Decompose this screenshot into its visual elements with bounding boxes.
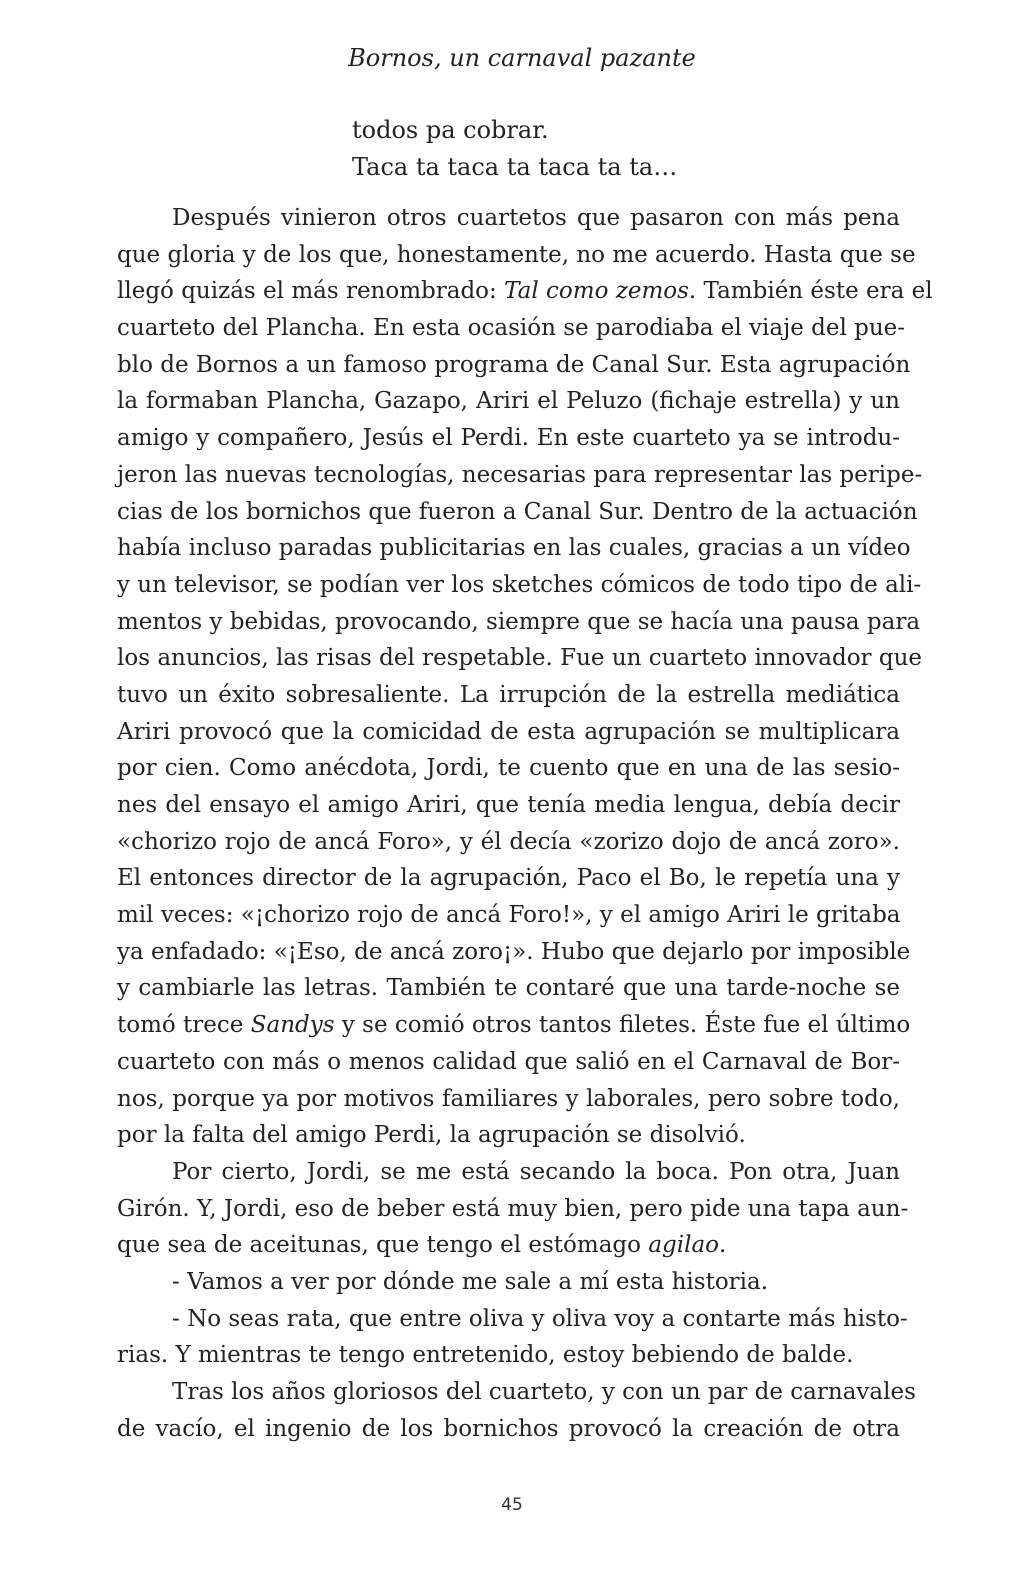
- text-line: Por cierto, Jordi, se me está secando la boca. Pon otra, Juan: [172, 1158, 900, 1185]
- text-line: y un televisor, se podían ver los sketches cómicos de todo tipo de ali-: [117, 571, 922, 598]
- verse-excerpt: [352, 112, 677, 186]
- text-line: tomó trece Sandys y se comió otros tantos filetes. Éste fue el último: [117, 1012, 911, 1039]
- running-header: Bornos, un carnaval pazante: [348, 44, 696, 72]
- text-line: Ariri provocó que la comicidad de esta agrupación se multiplicara: [117, 718, 900, 745]
- text-line: por cien. Como anécdota, Jordi, te cuento que en una de las sesio-: [117, 755, 900, 782]
- text-line: la formaban Plancha, Gazapo, Ariri el Peluzo (fichaje estrella) y un: [117, 388, 900, 415]
- text-line: amigo y compañero, Jesús el Perdi. En este cuarteto ya se introdu-: [117, 425, 900, 452]
- text-line: que gloria y de los que, honestamente, no me acuerdo. Hasta que se: [117, 241, 916, 268]
- text-line: cuarteto del Plancha. En esta ocasión se parodiaba el viaje del pue-: [117, 315, 906, 342]
- text-line: El entonces director de la agrupación, Paco el Bo, le repetía una y: [117, 865, 900, 892]
- page-number: 45: [501, 1495, 523, 1515]
- text-line: que sea de aceitunas, que tengo el estómago agilao.: [117, 1232, 727, 1259]
- text-line: cias de los bornichos que fueron a Canal Sur. Dentro de la actuación: [117, 498, 918, 525]
- text-line: por la falta del amigo Perdi, la agrupación se disolvió.: [117, 1122, 746, 1149]
- text-line: Girón. Y, Jordi, eso de beber está muy bien, pero pide una tapa aun-: [117, 1195, 909, 1222]
- text-line: blo de Bornos a un famoso programa de Canal Sur. Esta agrupación: [117, 351, 911, 378]
- text-line: - No seas rata, que entre oliva y oliva voy a contarte más histo-: [172, 1305, 908, 1332]
- text-line: nes del ensayo el amigo Ariri, que tenía media lengua, debía decir: [117, 792, 900, 818]
- verse-line: Taca ta taca ta taca ta ta…: [352, 153, 678, 181]
- verse-line: todos pa cobrar.: [352, 116, 549, 144]
- text-line: llegó quizás el más renombrado: Tal como zemos. También éste era el: [117, 278, 933, 305]
- text-line: jeron las nuevas tecnologías, necesarias para representar las peripe-: [117, 461, 923, 488]
- text-line: cuarteto con más o menos calidad que salió en el Carnaval de Bor-: [117, 1048, 900, 1075]
- text-line: rias. Y mientras te tengo entretenido, estoy bebiendo de balde.: [117, 1342, 854, 1369]
- body-text: [117, 200, 933, 1447]
- text-line: los anuncios, las risas del respetable. Fue un cuarteto innovador que: [117, 645, 922, 672]
- text-line: mil veces: «¡chorizo rojo de ancá Foro!», y el amigo Ariri le gritaba: [117, 902, 901, 929]
- text-line: tuvo un éxito sobresaliente. La irrupción de la estrella mediática: [117, 681, 900, 708]
- text-line: - Vamos a ver por dónde me sale a mí esta historia.: [172, 1268, 769, 1295]
- text-line: Tras los años gloriosos del cuarteto, y con un par de carnavales: [172, 1379, 916, 1405]
- text-line: nos, porque ya por motivos familiares y laborales, pero sobre todo,: [117, 1085, 900, 1112]
- text-line: de vacío, el ingenio de los bornichos provocó la creación de otra: [117, 1415, 900, 1442]
- text-line: mentos y bebidas, provocando, siempre que se hacía una pausa para: [117, 608, 921, 635]
- text-line: ya enfadado: «¡Eso, de ancá zoro¡». Hubo que dejarlo por imposible: [117, 938, 911, 965]
- text-line: «chorizo rojo de ancá Foro», y él decía «zorizo dojo de ancá zoro».: [117, 828, 900, 855]
- text-line: había incluso paradas publicitarias en las cuales, gracias a un vídeo: [117, 535, 911, 562]
- text-line: y cambiarle las letras. También te contaré que una tarde-noche se: [117, 975, 900, 1002]
- text-line: Después vinieron otros cuartetos que pasaron con más pena: [172, 205, 900, 231]
